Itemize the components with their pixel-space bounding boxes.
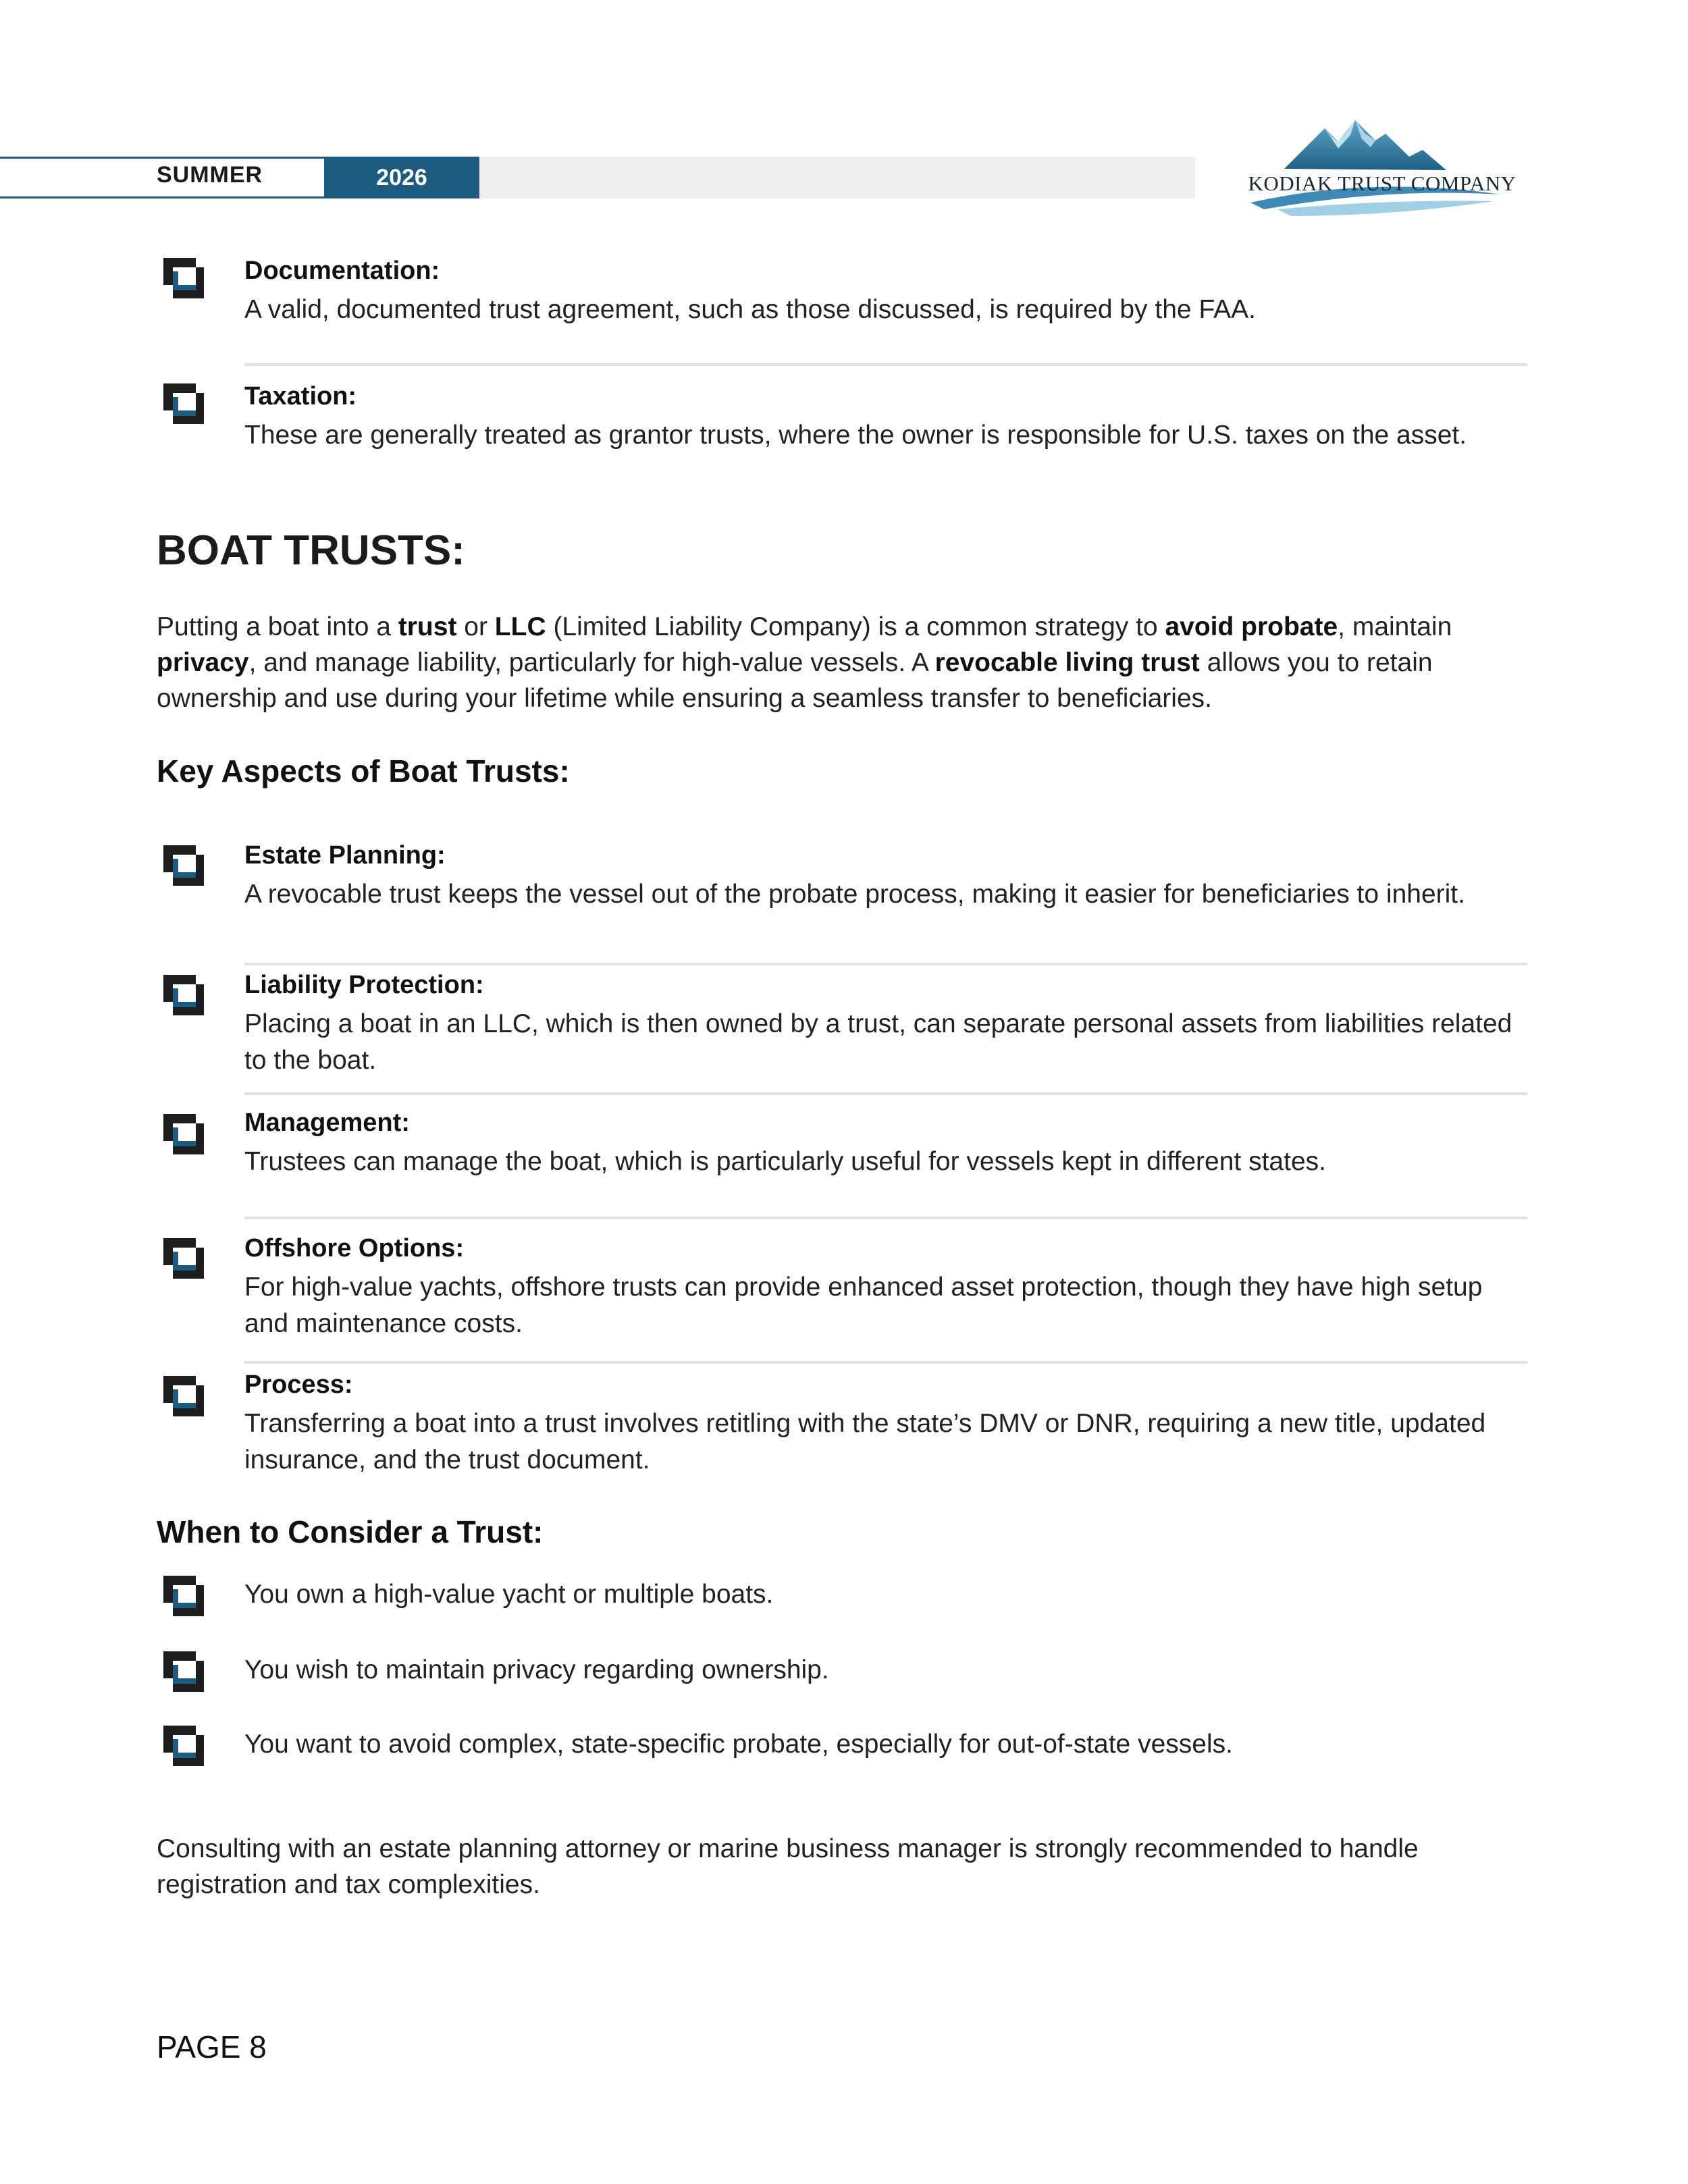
logo-wordmark: KODIAK TRUST COMPANY <box>1248 171 1516 195</box>
item-title: Offshore Options: <box>244 1234 465 1262</box>
bracket-bullet-icon <box>163 1238 204 1279</box>
company-logo <box>1237 115 1527 223</box>
divider <box>244 1092 1527 1095</box>
consider-text: You own a high-value yacht or multiple boats. <box>244 1580 774 1609</box>
item-title: Documentation: <box>244 257 440 285</box>
bracket-bullet-icon <box>163 1376 204 1416</box>
item-description: A valid, documented trust agreement, such as those discussed, is required by the FAA. <box>244 295 1256 324</box>
item-description: Trustees can manage the boat, which is particularly useful for vessels kept in different states. <box>244 1147 1326 1176</box>
bracket-bullet-icon <box>163 1651 204 1692</box>
bracket-bullet-icon <box>163 383 204 424</box>
header-bar <box>479 157 1195 198</box>
item-title: Taxation: <box>244 382 357 410</box>
section-heading: BOAT TRUSTS: <box>157 527 465 574</box>
divider <box>244 1361 1527 1364</box>
item-description: A revocable trust keeps the vessel out of the probate process, making it easier for beneficiaries to inherit. <box>244 880 1465 909</box>
consider-text: You wish to maintain privacy regarding ownership. <box>244 1655 829 1684</box>
page-number: PAGE 8 <box>157 2029 267 2065</box>
consider-item <box>157 1573 1527 1620</box>
item-description: For high-value yachts, offshore trusts can provide enhanced asset protection, though they have high setup and maintenance costs. <box>244 1273 1483 1338</box>
mountain-logo-icon <box>1237 115 1527 223</box>
consider-text: You want to avoid complex, state-specific probate, especially for out-of-state vessels. <box>244 1730 1233 1759</box>
aspects-heading: Key Aspects of Boat Trusts: <box>157 753 570 789</box>
item-title: Management: <box>244 1109 410 1137</box>
header-year: 2026 <box>324 157 479 198</box>
divider <box>244 1217 1527 1219</box>
intro-paragraph: Putting a boat into a trust or LLC (Limited Liability Company) is a common strategy to avoid probate, maintain privacy, and manage liability, particularly for high-value vessels. A revocable living trust allows you to retain ownership and use during your lifetime while ensuring a seamless transfer to beneficiaries. <box>157 612 1452 713</box>
header-season: SUMMER <box>157 162 263 188</box>
bracket-bullet-icon <box>163 1726 204 1766</box>
item-title: Liability Protection: <box>244 971 484 999</box>
item-title: Estate Planning: <box>244 841 446 870</box>
bracket-bullet-icon <box>163 845 204 886</box>
consider-heading: When to Consider a Trust: <box>157 1514 544 1549</box>
closing-paragraph: Consulting with an estate planning attorney or marine business manager is strongly recommended to handle registration and tax complexities. <box>157 1834 1419 1899</box>
item-description: These are generally treated as grantor trusts, where the owner is responsible for U.S. taxes on the asset. <box>244 421 1467 450</box>
item-title: Process: <box>244 1370 353 1399</box>
consider-item <box>157 1649 1527 1696</box>
divider <box>244 363 1527 366</box>
bracket-bullet-icon <box>163 258 204 298</box>
bracket-bullet-icon <box>163 1576 204 1616</box>
item-description: Transferring a boat into a trust involves retitling with the state’s DMV or DNR, requiring a new title, updated insurance, and the trust document. <box>244 1409 1486 1474</box>
consider-item <box>157 1723 1527 1770</box>
item-description: Placing a boat in an LLC, which is then owned by a trust, can separate personal assets from liabilities related to the boat. <box>244 1009 1512 1075</box>
divider <box>244 963 1527 965</box>
bracket-bullet-icon <box>163 975 204 1015</box>
bracket-bullet-icon <box>163 1114 204 1154</box>
